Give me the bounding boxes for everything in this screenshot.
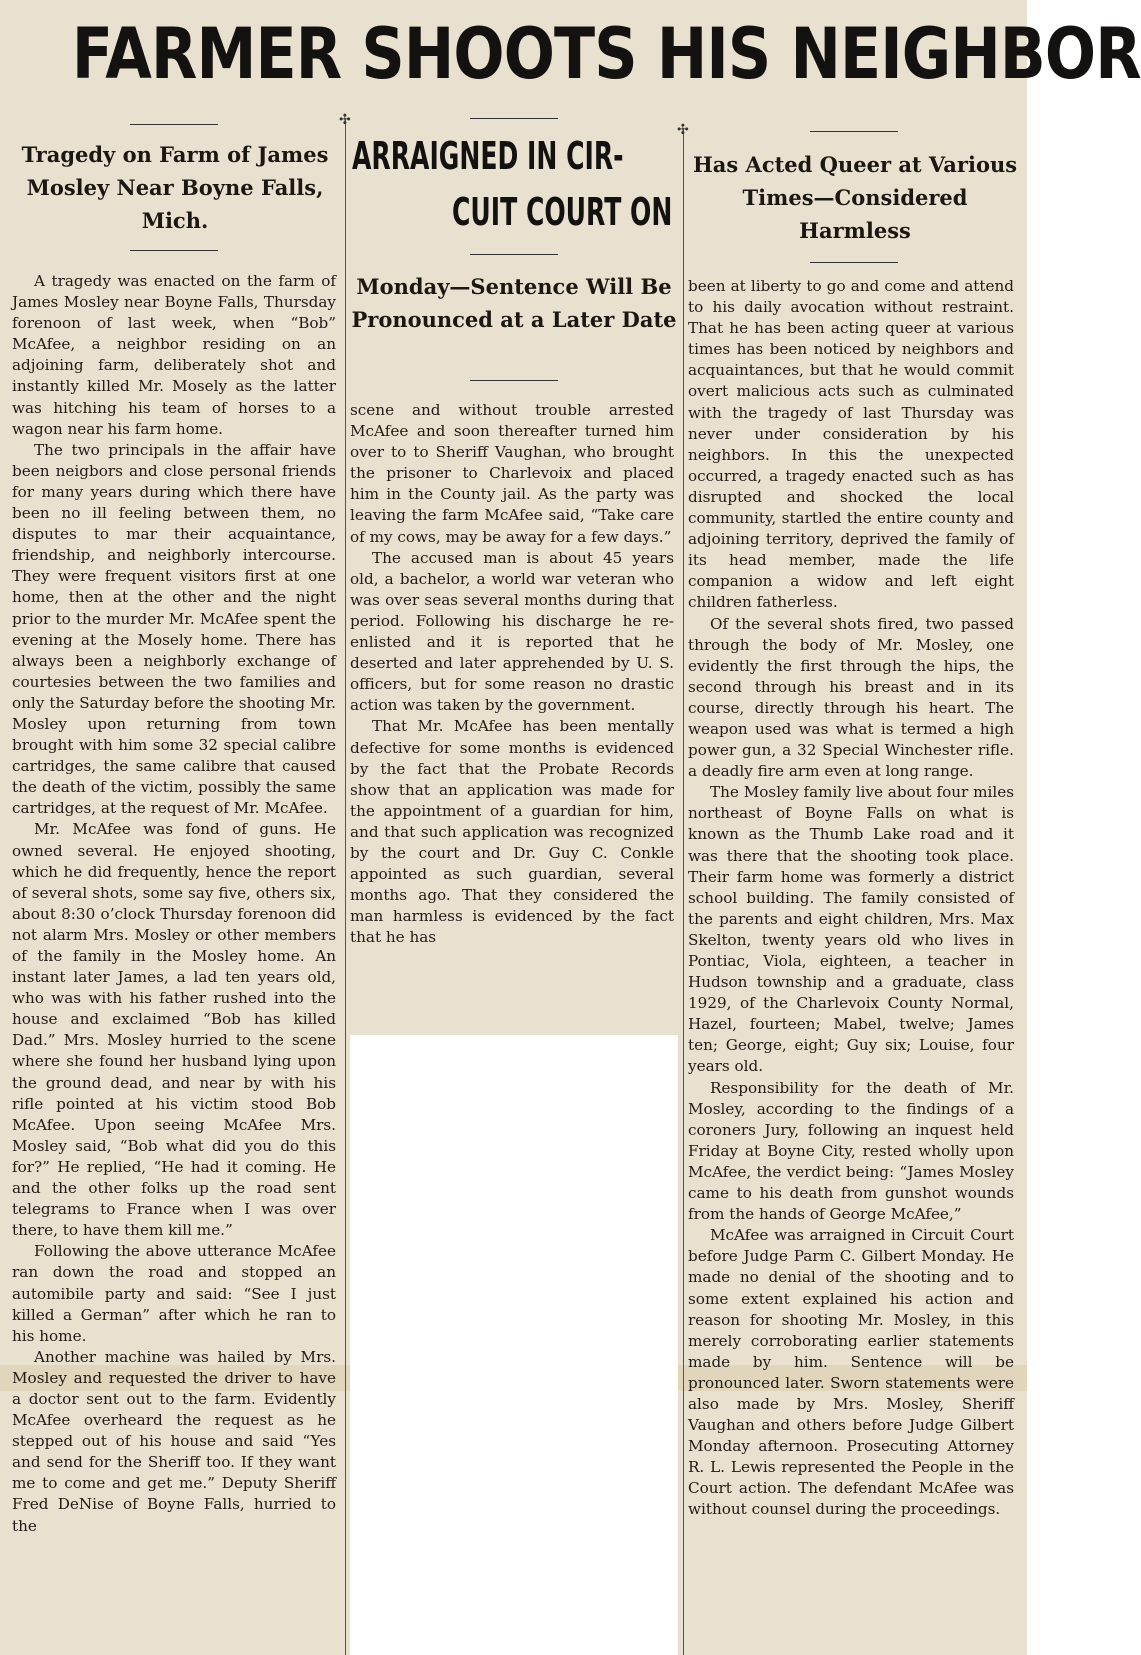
col3-paragraph: The Mosley family live about four miles northeast of Boyne Falls on what is known as the Thumb Lake road and it was there that the shooting took place. Their farm home was formerly a district school building. The family consisted of the parents and eight children, Mrs. Max Skelton, twenty years old who lives in Pontiac, Viola, eighteen, a teacher in Hudson township and a graduate, class 1929, of the Charlevoix County Normal, Hazel, fourteen; Mabel, twelve; James ten; George, eight; Guy six; Louise, four years old. [688, 783, 1014, 1076]
col1-paragraph: Mr. McAfee was fond of guns. He owned several. He enjoyed shooting, which he did frequently, hence the report of several shots, some say five, others six, about 8:30 o’clock Thursday forenoon did not alarm Mrs. Mosley or other members of the family in the Mosley home. An instant later James, a lad ten years old, who was with his father rushed into the house and exclaimed “Bob has killed Dad.” Mrs. Mosley hurried to the scene where she found her husband lying upon the ground dead, and near by with his rifle pointed at his victim stood Bob McAfee. Upon seeing McAfee Mrs. Mosley said, “Bob what did you do this for?” He replied, “He had it coming. He and the other folks up the road sent telegrams to France when I was over there, to have them kill me.” [12, 820, 336, 1240]
col2-paragraph: scene and without trouble arrested McAfee and soon thereafter turned him over to to Sheriff Vaughan, who brought the prisoner to Charlevoix and placed him in the County jail. As the party was leaving the farm McAfee said, “Take care of my cows, may be away for a few days.” [350, 401, 674, 546]
headline: FARMER SHOOTS HIS NEIGHBOR [71, 13, 1141, 95]
column-rule-right [683, 128, 684, 1655]
col1-paragraph: Another machine was hailed by Mrs. Mosley and requested the driver to have a doctor sent out to the farm. Evidently McAfee overheard the request as he stepped out of his house and said “Yes and send for the Sheriff too. If they want me to come and get me.” Deputy Sheriff Fred DeNise of Boyne Falls, hurried to the [12, 1347, 336, 1535]
col2-paragraph: That Mr. McAfee has been mentally defective for some months is evidenced by the fact that the Probate Records show that an application was made for the appointment of a guardian for him, and that such application was recognized by the court and Dr. Guy C. Conkle appointed as such guardian, several months ago. That they considered the man harmless is evidenced by the fact that he has [350, 717, 674, 947]
col2-body [350, 400, 674, 948]
deck-rule-col1-bottom [130, 250, 218, 251]
col1-paragraph: The two principals in the affair have been neigbors and close personal friends for many years during which there have been no ill feeling between them, no disputes to mar their acquaintance, friendship, and neighborly intercourse. They were frequent visitors first at one home, then at the other and the night prior to the murder Mr. McAfee spent the evening at the Mosely home. There has always been a neighborly exchange of courtesies between the two families and only the Saturday before the shooting Mr. Mosley upon returning from town brought with him some 32 special calibre cartridges, the same calibre that caused the death of the victim, possibly the same cartridges, at the request of Mr. McAfee. [12, 440, 336, 818]
col3-paragraph: Responsibility for the death of Mr. Mosley, according to the findings of a coroners Jury, following an inquest held Friday at Boyne City, rested wholly upon McAfee, the verdict being: “James Mosley came to his death from gunshot wounds from the hands of George McAfee,” [688, 1078, 1014, 1224]
ornament-right: ✣ [677, 122, 689, 138]
col2-paragraph: The accused man is about 45 years old, a bachelor, a world war veteran who was over seas several months during that period. Following his discharge he re-enlisted and it is reported that he deserted and later apprehended by U. S. officers, but for some reason no drastic action was taken by the government. [350, 548, 674, 715]
col3-body [688, 276, 1014, 1521]
col1-deck: Tragedy on Farm of James Mosley Near Boyne Falls, Mich. [21, 142, 329, 233]
deck-rule-col1 [130, 124, 218, 125]
deck-rule-col2 [470, 118, 558, 119]
col1-body [12, 271, 336, 1537]
col3-paragraph: McAfee was arraigned in Circuit Court before Judge Parm C. Gilbert Monday. He made no denial of the shooting and to some extent explained his action and reason for shooting Mr. Mosley, in this merely corroborating earlier statements made by him. Sentence will be pronounced later. Sworn statements were also made by Mrs. Mosley, Sheriff Vaughan and others before Judge Gilbert Monday afternoon. Prosecuting Attorney R. L. Lewis represented the People in the Court action. The defendant McAfee was without counsel during the proceedings. [688, 1226, 1014, 1519]
col3-paragraph: been at liberty to go and come and attend to his daily avocation without restraint. That he has been acting queer at various times has been noticed by neighbors and acquaintances, but that he would commit overt malicious acts such as culminated with the tragedy of last Thursday was never under consideration by his neighbors. In this the unexpected occurred, a tragedy enacted such as has disrupted and shocked the local community, startled the entire county and adjoining territory, deprived the family of its head member, made the life companion a widow and left eight children fatherless. [688, 277, 1014, 612]
col2-deck-line2: CUIT COURT ON [452, 190, 673, 234]
deck-rule-col3-bottom [810, 262, 898, 263]
column-rule-left [345, 118, 346, 1655]
deck-rule-col2-mid [470, 254, 558, 255]
col2-subdeck: Monday—Sentence Will Be Pronounced at a Later Date [351, 274, 677, 332]
col3-paragraph: Of the several shots fired, two passed through the body of Mr. Mosley, one evidently the first through the hips, the second through his breast and in its course, directly through his heart. The weapon used was what is termed a high power gun, a 32 Special Winchester rifle. a deadly fire arm even at long range. [688, 614, 1014, 781]
ornament-left: ✣ [339, 112, 351, 128]
col3-deck: Has Acted Queer at Various Times—Considered Harmless [692, 152, 1018, 243]
blank-area [350, 1035, 678, 1655]
deck-rule-col2-bottom [470, 380, 558, 381]
deck-rule-col3 [810, 131, 898, 132]
col2-deck-line1: ARRAIGNED IN CIR- [352, 134, 624, 178]
col1-paragraph: A tragedy was enacted on the farm of James Mosley near Boyne Falls, Thursday forenoon of last week, when “Bob” McAfee, a neighbor residing on an adjoining farm, deliberately shot and instantly killed Mr. Mosely as the latter was hitching his team of horses to a wagon near his farm home. [12, 272, 336, 438]
col1-paragraph: Following the above utterance McAfee ran down the road and stopped an automibile party and said: “See I just killed a German” after which he ran to his home. [12, 1242, 336, 1345]
